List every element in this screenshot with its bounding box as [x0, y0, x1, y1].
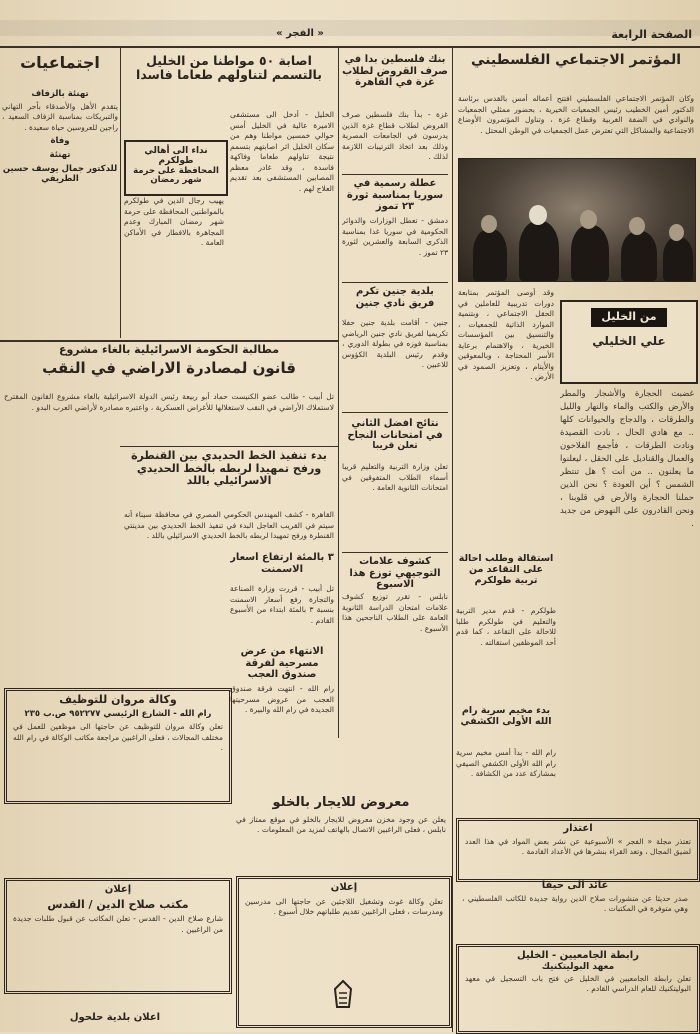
story-rule — [342, 412, 448, 413]
masthead: « الفجر » — [276, 28, 324, 39]
social-item: تهنئة بالزفاف — [31, 89, 89, 99]
hebron-notice-body: صدر حديثا عن منشورات صلاح الدين رواية جديدة للكاتب الفلسطيني ، وهي متوفرة في المكتبات . — [462, 893, 688, 913]
israeli-law-box — [4, 344, 334, 390]
column-divider — [120, 48, 121, 338]
office-ad-name: مكتب صلاح الدين / القدس — [47, 897, 189, 911]
rent-ad — [236, 796, 446, 856]
tawjihi-body: نابلس - تقرر توزيع كشوف علامات امتحان الدراسة الثانوية العامة على الطلاب الناجحين هذا الأسبوع . — [342, 592, 448, 633]
photo-figure — [663, 237, 693, 281]
bank-box — [342, 54, 448, 108]
rent-body: يعلن عن وجود مخزن معروض للايجار بالخلو في موقع ممتاز في نابلس ، فعلى الراغبين الاتصال بالهاتف لمزيد من المعلومات . — [236, 814, 446, 835]
team-body: جنين - أقامت بلدية جنين حفلا تكريميا لفريق نادي جنين الرياضي بمناسبة فوزه في بطولة الدوري ، وقدم رئيس البلدية الكؤوس للاعبين . — [342, 318, 448, 369]
poisoning-headline: اصابة ٥٠ مواطنا من الخليل بالتسمم لتناولهم طعاما فاسدا — [136, 54, 322, 83]
syria-body: دمشق - تعطل الوزارات والدوائر الحكومية في سوريا غدا بمناسبة الذكرى السابعة والعشرين لثورة ٢٣ تموز . — [342, 216, 448, 257]
tulkarm-sub: المحافظة على حرمة شهر رمضان — [133, 165, 219, 186]
tulkarm-box — [124, 140, 228, 196]
hebron-notice — [456, 880, 694, 940]
photo-figure — [473, 229, 507, 281]
cement-headline: ٣ بالمئة ارتفاع أسعار الاسمنت — [230, 552, 334, 575]
rent-title: معروض للايجار بالخلو — [272, 796, 410, 810]
unrwa-title: إعلان — [330, 882, 358, 893]
bank-body: غزة - بدأ بنك فلسطين صرف القروض لطلاب قطاع غزة الذين يدرسون في الجامعات المصرية وذلك بعد اتخاذ الترتيبات اللازمة لذلك . — [342, 110, 448, 161]
photo-figure — [621, 231, 657, 281]
social-body: يتقدم الأهل والأصدقاء بأحر التهاني والتبريكات بمناسبة الزفاف السعيد ، راجين للعروسين حياة سعيدة . — [2, 101, 118, 132]
team-box — [342, 286, 448, 316]
conference-headline: المؤتمر الاجتماعي الفلسطيني — [470, 52, 682, 68]
page-label: الصفحة الرابعة — [611, 28, 692, 41]
cement-body: تل أبيب - قررت وزارة الصناعة والتجارة رفع أسعار الاسمنت بنسبة ٣ بالمئة ابتداء من الأسبوع القادم . — [230, 584, 334, 625]
agency-ad — [4, 688, 232, 804]
conference-photo — [458, 158, 696, 282]
thanks-body: تعتذر مجلة « الفجر » الأسبوعية عن نشر بعض المواد في هذا العدد لضيق المجال ، وتعد القراء بنشرها في الأعداد القادمة . — [465, 836, 691, 856]
social-item: تهنئة — [49, 150, 71, 161]
agency-ad-title: وكالة مروان للتوظيف — [59, 693, 177, 706]
unrwa-ad — [236, 876, 452, 1028]
tawjihi-box — [342, 556, 448, 590]
results-body: تعلن وزارة التربية والتعليم قريبا أسماء الطلاب المتفوقين في امتحانات الثانوية العامة . — [342, 462, 448, 492]
hebron-notice-title: عائد الى حيفا — [541, 880, 609, 891]
railway-headline: بدء تنفيذ الخط الحديدي بين القنطرة ورفح تمهيدا لربطه بالخط الحديدي الاسرائيلي باللد — [131, 450, 327, 488]
photo-figure — [519, 221, 559, 281]
social-item: للدكتور جمال يوسف حسين الطريفي — [2, 163, 118, 184]
results-sub: تعلن قريبا — [372, 441, 418, 451]
poisoning-headline-box — [124, 54, 334, 108]
results-headline: نتائج أفضل الثاني في امتحانات النجاح — [347, 418, 443, 441]
column-badge-box — [560, 300, 698, 384]
municipality-title: اعلان بلدية حلحول — [69, 1012, 161, 1023]
office-ad-body: شارع صلاح الدين - القدس - تعلن المكاتب عن قبول طلبات جديدة من الراغبين . — [13, 914, 223, 934]
orchard-body: رام الله - انتهت فرقة صندوق العجب من عروض مسرحيتها الجديدة في رام الله والبيرة . — [230, 684, 334, 714]
section-rule — [0, 340, 338, 342]
photo-figure — [571, 225, 609, 281]
social-title: اجتماعيات — [20, 54, 100, 72]
alumni-title: رابطة الجامعيين - الخليل — [517, 950, 639, 961]
story-rule — [342, 552, 448, 553]
header-rule — [0, 46, 700, 48]
tulkarm-body: يهيب رجال الدين في طولكرم بالمواطنين المحافظة على حرمة شهر رمضان المبارك وعدم المجاهرة بالافطار في الأماكن العامة . — [124, 196, 224, 247]
orchard-box — [230, 646, 334, 682]
israeli-law-kicker: مطالبة الحكومة الاسرائيلية بالغاء مشروع — [58, 344, 280, 356]
railway-body: القاهرة - كشف المهندس الحكومي المصري في محافظة سيناء أنه سيتم في القريب العاجل البدء في تنفيذ الخط الحديدي بين مدينتي القنطرة ورفح تمهيدا لربطه بالخط الحديدي الاسرائيلي باللد . — [124, 510, 334, 540]
photo-figure-head — [629, 217, 645, 235]
team-headline: بلدية جنين تكرم فريق نادي جنين — [355, 286, 435, 309]
municipality-box — [4, 1012, 226, 1030]
column-body: غضبت الحجارة والأشجار والمطر والأرض والكتب والماء والنهار والليل والطرقات ، والدجاج والحيوانات كلها .. مع هادي الحال ، نادت القصيدة ونادت الطرقات ، فأجمع الفلاحون والعمال والقناديل على الحقل ، ليعلنوا ما يعلنون .. من أنت ؟ هل تنتظر الشمس ؟ أين العودة ؟ نحن الذين حملنا الحجارة والأرض في قلوبنا ، ونحن القادرون على النهوض من جديد . — [560, 389, 694, 529]
tulkarm-headline: نداء الى أهالي طولكرم — [144, 146, 208, 167]
photo-figure-head — [669, 224, 684, 241]
syria-box — [342, 178, 448, 214]
tawjihi-headline: كشوف علامات التوجيهي توزع هذا الاسبوع — [349, 556, 441, 590]
alumni-ad — [456, 944, 700, 1034]
israeli-law-body: تل أبيب - طالب عضو الكنيست حماد أبو ربيعة رئيس الدولة الاسرائيلية بالغاء مشروع القانون المقترح لاستملاك الأراضي في النقب لاستغلالها للأغراض العسكرية ، واعتبره مصادرة لأراضي العرب البدو . — [4, 392, 334, 412]
syria-headline: عطلة رسمية في سوريا بمناسبة ثورة ٢٣ تموز — [346, 178, 444, 212]
railway-box — [124, 450, 334, 508]
resign-headline: استقالة وطلب احالة على التقاعد من تربية طولكرم — [458, 554, 554, 586]
story-rule — [342, 282, 448, 283]
photo-figure-head — [580, 210, 597, 229]
story-rule — [342, 174, 448, 175]
results-box — [342, 418, 448, 458]
alumni-sub: معهد البوليتكنيك — [541, 961, 615, 972]
israeli-law-headline: قانون لمصادرة الاراضي في النقب — [42, 358, 296, 377]
agency-ad-body: تعلن وكالة مروان للتوظيف عن حاجتها الى موظفين للعمل في مختلف المجالات ، فعلى الراغبين مراجعة مكاتب الوكالة في رام الله . — [13, 722, 223, 753]
office-ad-title: إعلان — [104, 884, 132, 895]
agency-ad-address: رام الله - الشارع الرئيسي ٩٥٢٢٧٧ ص.ب ٢٣٥ — [24, 708, 212, 719]
office-ad — [4, 878, 232, 994]
unrwa-body: تعلن وكالة غوث وتشغيل اللاجئين عن حاجتها الى مدرسين ومدرسات ، فعلى الراغبين تقديم طلباتهم خلال أسبوع . — [245, 896, 443, 916]
conference-intro: وكان المؤتمر الاجتماعي الفلسطيني افتتح أعماله أمس بالقدس برئاسة الدكتور أمين الخطيب رئيس الجمعيات الخيرية ، بحضور ممثلي الجمعيات والنوادي في الضفة الغربية وقطاع غزة ، وتناول المؤتمرون الأوضاع الاجتماعية والمشاكل التي تعترض عمل الجمعيات في الوطن المحتل . — [458, 94, 694, 135]
school-news-box — [456, 706, 556, 746]
column-author: علي الخليلي — [592, 333, 666, 348]
column-divider — [338, 48, 339, 738]
cement-box — [230, 552, 334, 582]
social-box — [2, 54, 118, 86]
photo-figure-head — [481, 215, 497, 233]
emblem-icon — [331, 979, 355, 1011]
column-divider — [452, 48, 453, 1032]
poisoning-body: الخليل - أدخل الى مستشفى الاميرة عالية في الخليل أمس حوالي خمسين مواطنا وهم من سكان الخليل اثر اصابتهم بتسمم نتيجة تناولهم طعاما وفاكهة فاسدة ، وقد غادر معظم المصابين المستشفى بعد تقديم العلاج لهم . — [230, 110, 334, 193]
resign-body: طولكرم - قدم مدير التربية والتعليم في طولكرم طلبا للاحالة على التقاعد ، كما قدم أحد الموظفين استقالته . — [456, 606, 556, 647]
orchard-headline: الانتهاء من عرض مسرحية لفرقة صندوق العجب — [240, 646, 324, 680]
alumni-body: تعلن رابطة الجامعيين في الخليل عن فتح باب التسجيل في معهد البوليتكنيك للعام الدراسي القادم . — [465, 973, 691, 994]
conference-body: وقد أوصى المؤتمر بمتابعة دورات تدريبية للعاملين في الحقل الاجتماعي ، وبتنمية الموارد الذاتية للجمعيات ، والتنسيق بين المؤسسات الخيرية ، والاهتمام برعاية الأسر المحتاجة ، وبالمعوقين والأيتام ، وتعزيز الصمود في الأرض . — [458, 288, 554, 381]
school-news-body: رام الله - بدأ أمس مخيم سرية رام الله الأولى الكشفي الصيفي بمشاركة عدد من الكشافة . — [456, 748, 556, 778]
bank-headline: بنك فلسطين بدأ في صرف القروض لطلاب غزة في القاهرة — [342, 54, 448, 88]
resign-box — [456, 554, 556, 604]
school-news-headline: بدء مخيم سرية رام الله الأولى الكشفي — [460, 706, 552, 727]
column-badge: من الخليل — [591, 308, 667, 327]
thanks-title: اعتذار — [563, 823, 593, 834]
section-rule — [120, 446, 338, 447]
social-items — [2, 88, 118, 338]
social-item: وفاة — [50, 136, 70, 147]
thanks-box — [456, 818, 700, 882]
conference-headline-box — [456, 52, 696, 92]
photo-figure-head — [529, 205, 547, 225]
